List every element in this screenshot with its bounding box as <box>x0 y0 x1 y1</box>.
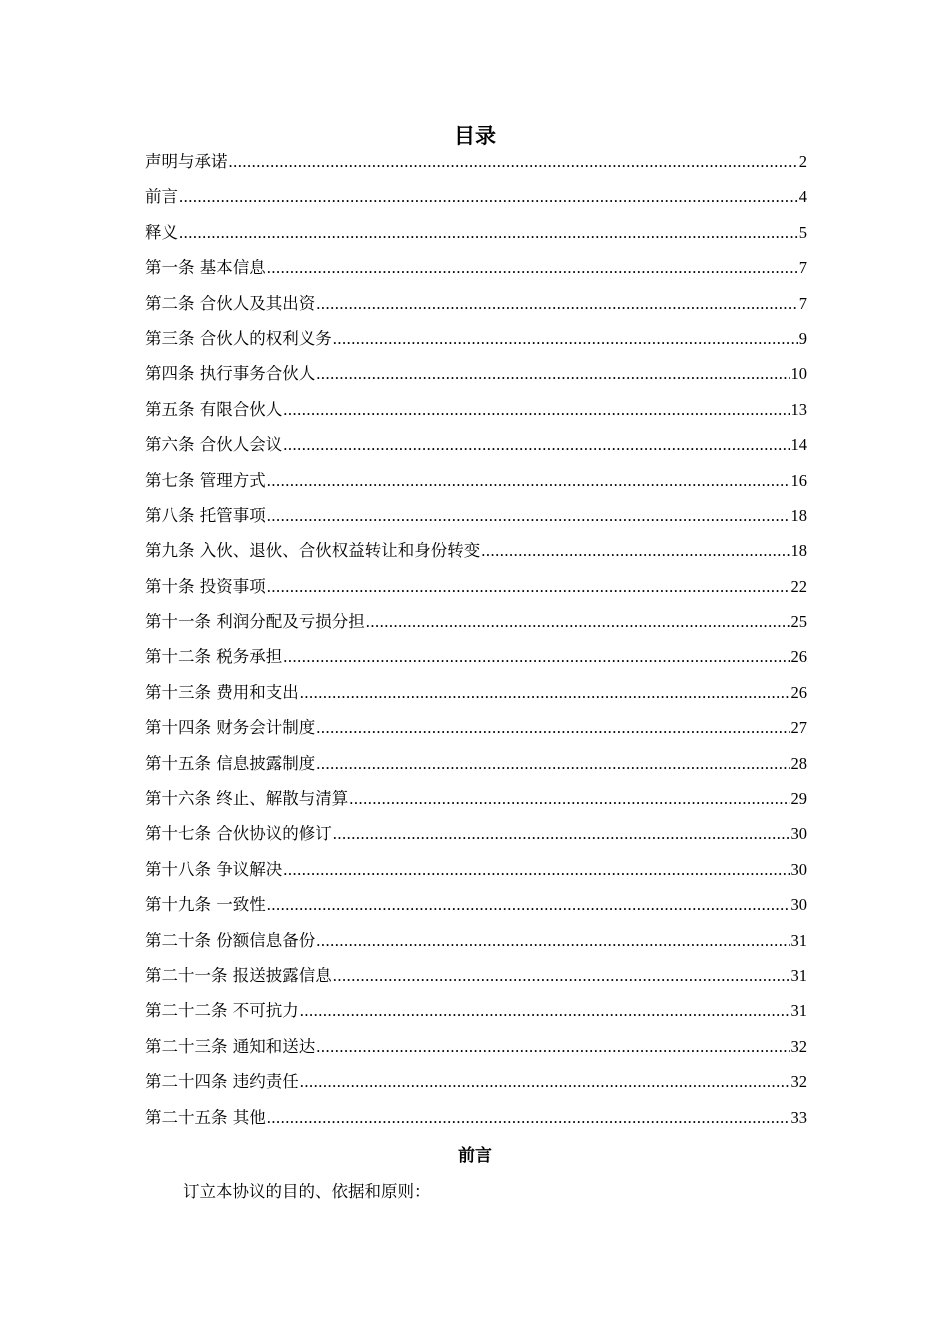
table-of-contents <box>145 148 807 1139</box>
toc-entry-page-number: 31 <box>790 1001 807 1021</box>
toc-leader-dots <box>349 785 789 813</box>
toc-entry-page-number: 14 <box>790 435 807 455</box>
toc-entry[interactable] <box>145 997 807 1032</box>
toc-entry[interactable] <box>145 820 807 855</box>
toc-entry[interactable] <box>145 254 807 289</box>
toc-leader-dots <box>283 643 789 671</box>
toc-entry[interactable] <box>145 679 807 714</box>
toc-entry-label: 第一条 基本信息 <box>145 258 266 278</box>
toc-leader-dots <box>333 962 790 990</box>
toc-entry[interactable] <box>145 785 807 820</box>
toc-entry-label: 第十条 投资事项 <box>145 576 266 596</box>
toc-entry-page-number: 32 <box>790 1036 807 1056</box>
toc-entry-label: 第十二条 税务承担 <box>145 647 283 667</box>
toc-entry[interactable] <box>145 502 807 537</box>
toc-entry-label: 第八条 托管事项 <box>145 505 266 525</box>
toc-entry-page-number: 26 <box>790 682 807 702</box>
toc-entry-page-number: 28 <box>790 753 807 773</box>
toc-entry[interactable] <box>145 962 807 997</box>
toc-entry-label: 声明与承诺 <box>145 152 228 171</box>
toc-entry-label: 第十一条 利润分配及亏损分担 <box>145 612 365 632</box>
toc-entry[interactable] <box>145 927 807 962</box>
toc-entry[interactable] <box>145 396 807 431</box>
toc-entry-label: 第十八条 争议解决 <box>145 859 283 879</box>
toc-leader-dots <box>283 396 789 424</box>
toc-leader-dots <box>179 219 798 247</box>
toc-entry-page-number: 9 <box>798 328 807 348</box>
toc-entry-page-number: 25 <box>790 612 807 632</box>
toc-entry-label: 第十七条 合伙协议的修订 <box>145 824 332 844</box>
toc-entry-page-number: 26 <box>790 647 807 667</box>
toc-entry[interactable] <box>145 608 807 643</box>
toc-leader-dots <box>316 750 789 778</box>
toc-entry[interactable] <box>145 148 807 183</box>
toc-entry-page-number: 10 <box>790 364 807 384</box>
toc-entry-page-number: 33 <box>790 1107 807 1127</box>
toc-leader-dots <box>333 820 790 848</box>
toc-leader-dots <box>316 1033 789 1061</box>
toc-entry[interactable] <box>145 573 807 608</box>
toc-leader-dots <box>283 431 789 459</box>
toc-leader-dots <box>267 502 790 530</box>
toc-entry-page-number: 27 <box>790 718 807 738</box>
toc-leader-dots <box>267 573 790 601</box>
toc-entry-page-number: 4 <box>798 187 807 207</box>
toc-leader-dots <box>229 148 798 176</box>
toc-entry[interactable] <box>145 891 807 926</box>
toc-leader-dots <box>267 891 790 919</box>
toc-leader-dots <box>283 856 789 884</box>
body-paragraph: 订立本协议的目的、依据和原则： <box>183 1182 431 1201</box>
toc-entry-label: 第二十二条 不可抗力 <box>145 1001 299 1021</box>
toc-leader-dots <box>300 679 790 707</box>
toc-entry-label: 第二十条 份额信息备份 <box>145 930 316 950</box>
toc-entry-label: 第十九条 一致性 <box>145 895 266 915</box>
toc-entry-label: 第二十四条 违约责任 <box>145 1072 299 1092</box>
toc-entry[interactable] <box>145 714 807 749</box>
toc-entry-page-number: 7 <box>798 293 807 313</box>
toc-entry[interactable] <box>145 1033 807 1068</box>
toc-entry-label: 第二十一条 报送披露信息 <box>145 965 332 985</box>
toc-entry-label: 前言 <box>145 187 178 207</box>
toc-entry-page-number: 29 <box>790 789 807 809</box>
toc-entry[interactable] <box>145 1104 807 1139</box>
toc-entry[interactable] <box>145 325 807 360</box>
toc-entry-page-number: 18 <box>790 505 807 525</box>
toc-entry-label: 第四条 执行事务合伙人 <box>145 364 316 384</box>
section-heading: 前言 <box>458 1146 492 1166</box>
toc-entry-label: 第十六条 终止、解散与清算 <box>145 789 349 809</box>
toc-entry[interactable] <box>145 856 807 891</box>
toc-leader-dots <box>300 997 790 1025</box>
toc-entry[interactable] <box>145 360 807 395</box>
toc-entry-page-number: 31 <box>790 965 807 985</box>
toc-leader-dots <box>179 183 798 211</box>
toc-entry[interactable] <box>145 537 807 572</box>
toc-entry[interactable] <box>145 643 807 678</box>
toc-entry-label: 第五条 有限合伙人 <box>145 399 283 419</box>
toc-entry[interactable] <box>145 750 807 785</box>
toc-leader-dots <box>316 360 789 388</box>
toc-entry[interactable] <box>145 219 807 254</box>
toc-entry-page-number: 18 <box>790 541 807 561</box>
toc-title: 目录 <box>454 124 496 148</box>
toc-leader-dots <box>267 467 790 495</box>
toc-entry[interactable] <box>145 290 807 325</box>
toc-entry-page-number: 30 <box>790 824 807 844</box>
toc-entry-label: 第六条 合伙人会议 <box>145 435 283 455</box>
toc-entry-label: 第二十五条 其他 <box>145 1107 266 1127</box>
toc-entry-page-number: 32 <box>790 1072 807 1092</box>
toc-entry-page-number: 31 <box>790 930 807 950</box>
toc-entry-page-number: 30 <box>790 859 807 879</box>
toc-leader-dots <box>366 608 790 636</box>
toc-entry-label: 第十四条 财务会计制度 <box>145 718 316 738</box>
toc-entry-label: 第十五条 信息披露制度 <box>145 753 316 773</box>
toc-entry-page-number: 2 <box>798 152 807 171</box>
toc-leader-dots <box>316 714 789 742</box>
toc-leader-dots <box>267 1104 790 1132</box>
toc-entry-page-number: 5 <box>798 222 807 242</box>
toc-leader-dots <box>333 325 798 353</box>
toc-entry-label: 第三条 合伙人的权利义务 <box>145 328 332 348</box>
toc-entry[interactable] <box>145 183 807 218</box>
toc-entry-page-number: 30 <box>790 895 807 915</box>
toc-leader-dots <box>316 290 798 318</box>
toc-entry-page-number: 13 <box>790 399 807 419</box>
toc-entry[interactable] <box>145 1068 807 1103</box>
toc-entry-label: 释义 <box>145 222 178 242</box>
toc-entry-label: 第十三条 费用和支出 <box>145 682 299 702</box>
toc-entry-label: 第二十三条 通知和送达 <box>145 1036 316 1056</box>
toc-entry-page-number: 16 <box>790 470 807 490</box>
toc-entry-label: 第二条 合伙人及其出资 <box>145 293 316 313</box>
toc-entry[interactable] <box>145 467 807 502</box>
toc-entry-label: 第七条 管理方式 <box>145 470 266 490</box>
toc-leader-dots <box>300 1068 790 1096</box>
toc-entry-page-number: 7 <box>798 258 807 278</box>
toc-leader-dots <box>481 537 789 565</box>
toc-entry[interactable] <box>145 431 807 466</box>
toc-entry-page-number: 22 <box>790 576 807 596</box>
toc-leader-dots <box>267 254 798 282</box>
toc-entry-label: 第九条 入伙、退伙、合伙权益转让和身份转变 <box>145 541 481 561</box>
toc-leader-dots <box>316 927 789 955</box>
